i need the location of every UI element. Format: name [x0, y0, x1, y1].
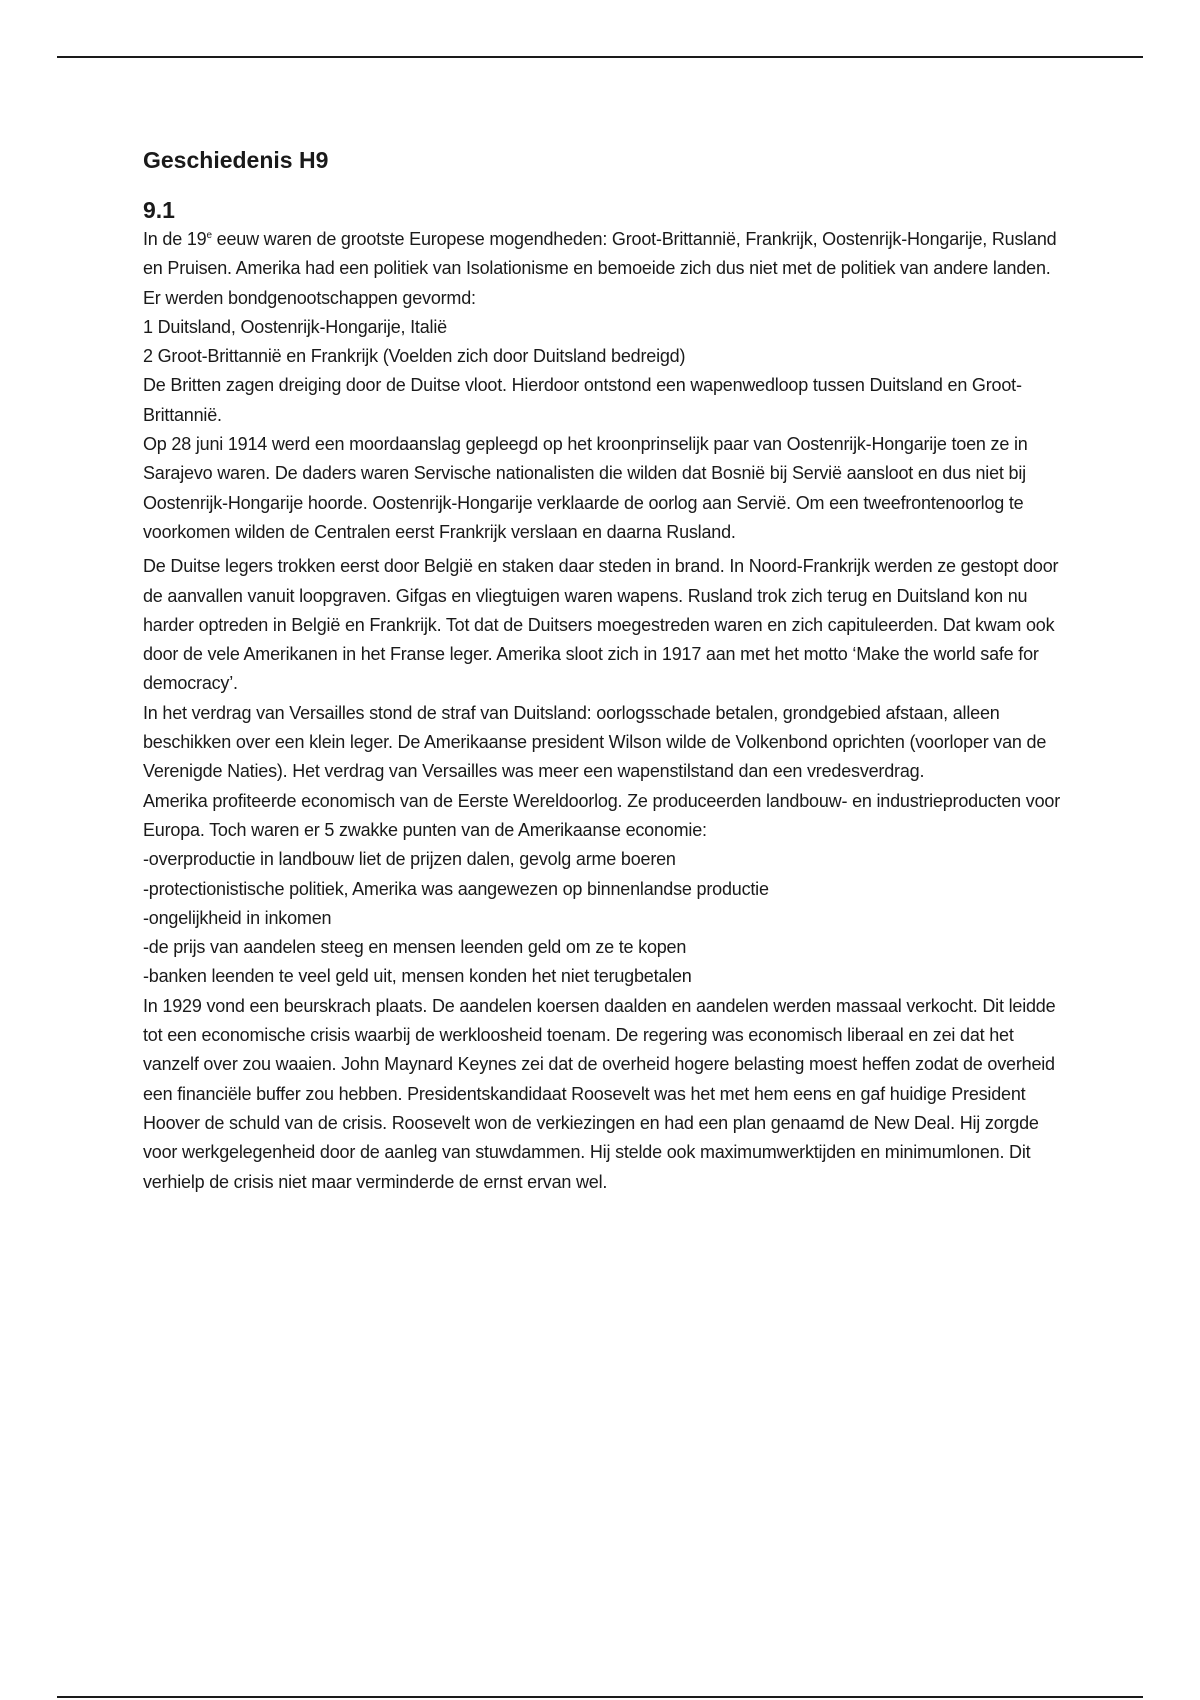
document-title: Geschiedenis H9 [143, 147, 329, 173]
header-rule [57, 56, 1143, 58]
paragraph [143, 225, 1063, 313]
list-item: -protectionistische politiek, Amerika was aangewezen op binnenlandse productie [143, 878, 769, 899]
footer-rule [57, 1696, 1143, 1698]
document-body [143, 143, 1063, 1197]
paragraph: 2 Groot-Brittannië en Frankrijk (Voelden zich door Duitsland bedreigd) [143, 346, 686, 367]
list-item: -overproductie in landbouw liet de prijzen dalen, gevolg arme boeren [143, 849, 676, 870]
paragraph: In het verdrag van Versailles stond de straf van Duitsland: oorlogsschade betalen, grondgebied afstaan, alleen beschikken over een klein leger. De Amerikaanse president Wilson wilde de Volkenbond oprichten (voorloper van de Verenigde Naties). Het verdrag van Versailles was meer een wapenstilstand dan een vredesverdrag. [143, 702, 1047, 782]
list-item: -banken leenden te veel geld uit, mensen konden het niet terugbetalen [143, 966, 692, 987]
paragraph: De Britten zagen dreiging door de Duitse vloot. Hierdoor ontstond een wapenwedloop tussen Duitsland en Groot-Brittannië. [143, 375, 1022, 425]
paragraph-text: In de 19 [143, 229, 207, 249]
text-block-2 [143, 552, 1063, 1197]
paragraph: De Duitse legers trokken eerst door België en staken daar steden in brand. In Noord-Frankrijk werden ze gestopt door de aanvallen vanuit loopgraven. Gifgas en vliegtuigen waren wapens. Rusland trok zich terug en Duitsland kon nu harder optreden in België en Frankrijk. Tot dat de Duitsers moegestreden waren en zich capituleerden. Dat kwam ook door de vele Amerikanen in het Franse leger. Amerika sloot zich in 1917 aan met het motto ‘Make the world safe for democracy’. [143, 556, 1059, 694]
paragraph: 1 Duitsland, Oostenrijk-Hongarije, Italië [143, 316, 447, 337]
text-block-1 [143, 225, 1063, 547]
superscript: e [206, 230, 212, 241]
paragraph: Op 28 juni 1914 werd een moordaanslag gepleegd op het kroonprinselijk paar van Oostenrijk-Hongarije toen ze in Sarajevo waren. De daders waren Servische nationalisten die wilden dat Bosnië bij Servië aansloot en dus niet bij Oostenrijk-Hongarije hoorde. Oostenrijk-Hongarije verklaarde de oorlog aan Servië. Om een tweefrontenoorlog te voorkomen wilden de Centralen eerst Frankrijk verslaan en daarna Rusland. [143, 434, 1028, 542]
paragraph-text: eeuw waren de grootste Europese mogendheden: Groot-Brittannië, Frankrijk, Oostenrijk-Hongarije, Rusland en Pruisen. Amerika had een politiek van Isolationisme en bemoeide zich dus niet met de politiek van andere landen. Er werden bondgenootschappen gevormd: [143, 229, 1057, 308]
list-item: -de prijs van aandelen steeg en mensen leenden geld om ze te kopen [143, 937, 687, 958]
section-heading: 9.1 [143, 197, 175, 223]
list-item: -ongelijkheid in inkomen [143, 907, 332, 928]
paragraph: In 1929 vond een beurskrach plaats. De aandelen koersen daalden en aandelen werden massaal verkocht. Dit leidde tot een economische crisis waarbij de werkloosheid toenam. De regering was economisch liberaal en zei dat het vanzelf over zou waaien. John Maynard Keynes zei dat de overheid hogere belasting moest heffen zodat de overheid een financiële buffer zou hebben. Presidentskandidaat Roosevelt was het met hem eens en gaf huidige President Hoover de schuld van de crisis. Roosevelt won de verkiezingen en had een plan genaamd de New Deal. Hij zorgde voor werkgelegenheid door de aanleg van stuwdammen. Hij stelde ook maximumwerktijden en minimumlonen. Dit verhielp de crisis niet maar verminderde de ernst ervan wel. [143, 995, 1056, 1192]
paragraph: Amerika profiteerde economisch van de Eerste Wereldoorlog. Ze produceerden landbouw- en industrieproducten voor Europa. Toch waren er 5 zwakke punten van de Amerikaanse economie: [143, 790, 1060, 840]
